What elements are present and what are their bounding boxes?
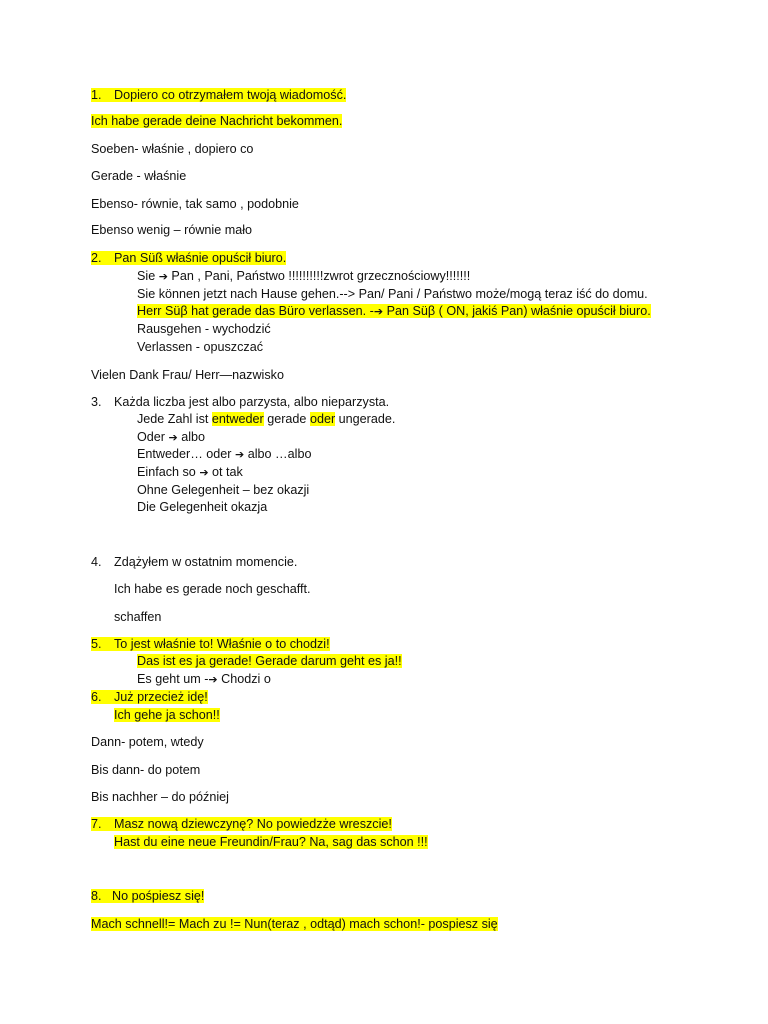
item-5-polish — [91, 636, 330, 652]
item-2-sie-line — [137, 268, 470, 285]
highlighted-text: Hast du eine neue Freundin/Frau? Na, sag das schon !!! — [114, 835, 428, 849]
list-number: 7. — [91, 817, 102, 831]
arrow-icon: ➔ — [235, 448, 245, 461]
vielen-dank-line: Vielen Dank Frau/ Herr—nazwisko — [91, 368, 284, 382]
text-segment: Es geht um - — [137, 672, 209, 686]
item-1-german — [91, 113, 342, 129]
item-2-herr-line — [137, 303, 651, 320]
vocab-line: Gerade - właśnie — [91, 169, 187, 183]
highlighted-text: Ich habe gerade deine Nachricht bekommen. — [91, 114, 343, 128]
item-7-polish — [91, 816, 392, 832]
item-4-vocab: schaffen — [114, 610, 162, 624]
item-3-vocab: Die Gelegenheit okazja — [137, 500, 268, 514]
vocab-line: Bis dann- do potem — [91, 763, 201, 777]
list-number: 8. — [91, 889, 102, 903]
item-2-vocab: Rausgehen - wychodzić — [137, 322, 271, 336]
item-3-entweder-line — [137, 446, 311, 463]
item-3-einfach-line — [137, 464, 243, 481]
sentence-text: To jest właśnie to! Właśnie o to chodzi! — [114, 637, 330, 651]
text-segment: Oder — [137, 430, 169, 444]
item-2-hause-line: Sie können jetzt nach Hause gehen.--> Pan/ Pani / Państwo może/mogą teraz iść do domu. — [137, 287, 648, 301]
list-number: 3. — [91, 395, 102, 409]
item-3-vocab: Ohne Gelegenheit – bez okazji — [137, 483, 310, 497]
highlighted-word: entweder — [211, 412, 264, 426]
highlight — [91, 88, 346, 102]
text-segment: ot tak — [208, 465, 243, 479]
item-6-german — [114, 707, 220, 723]
vocab-line: Ebenso wenig – równie mało — [91, 223, 253, 237]
text-segment: Sie — [137, 269, 159, 283]
text-segment: Jede Zahl ist — [137, 412, 212, 426]
item-3-jede-line — [137, 411, 395, 427]
sentence-text: Każda liczba jest albo parzysta, albo nieparzysta. — [114, 395, 390, 409]
arrow-icon: ➔ — [208, 673, 218, 686]
arrow-icon: ➔ — [158, 270, 168, 283]
text-segment: Herr Süβ hat gerade das Büro verlassen. - — [137, 304, 374, 318]
item-8-polish — [91, 888, 204, 904]
highlight — [91, 817, 392, 831]
sentence-text: Już przecież idę! — [114, 690, 208, 704]
item-1-polish — [91, 87, 346, 103]
highlight — [137, 304, 651, 318]
arrow-icon: ➔ — [168, 431, 178, 444]
text-segment: albo …albo — [244, 447, 312, 461]
item-7-german — [114, 834, 428, 850]
text-segment: ungerade. — [335, 412, 396, 426]
sentence-text: Masz nową dziewczynę? No powiedzże wreszcie! — [114, 817, 392, 831]
highlight — [91, 637, 330, 651]
arrow-icon: ➔ — [199, 466, 209, 479]
sentence-text: No pośpiesz się! — [112, 889, 205, 903]
highlight — [91, 251, 286, 265]
vocab-line: Bis nachher – do później — [91, 790, 229, 804]
sentence-text: Pan Süß właśnie opuścił biuro. — [114, 251, 287, 265]
text-segment: gerade — [263, 412, 310, 426]
vocab-line: Dann- potem, wtedy — [91, 735, 204, 749]
text-segment: albo — [177, 430, 206, 444]
sentence-text: Dopiero co otrzymałem twoją wiadomość. — [114, 88, 347, 102]
text-segment: Entweder… oder — [137, 447, 236, 461]
item-4-polish — [91, 554, 297, 570]
text-segment: Pan , Pani, Państwo !!!!!!!!!!zwrot grzecznościowy!!!!!!! — [167, 269, 471, 283]
list-number: 2. — [91, 251, 102, 265]
item-3-polish — [91, 394, 389, 410]
highlight — [91, 889, 204, 903]
highlighted-text: Ich gehe ja schon!! — [114, 708, 220, 722]
item-3-oder-line — [137, 429, 205, 446]
item-2-vocab: Verlassen - opuszczać — [137, 340, 263, 354]
item-8-german — [91, 916, 498, 932]
list-number: 5. — [91, 637, 102, 651]
sentence-text: Zdążyłem w ostatnim momencie. — [114, 555, 298, 569]
vocab-line: Ebenso- równie, tak samo , podobnie — [91, 197, 299, 211]
highlighted-word: oder — [309, 412, 336, 426]
arrow-icon: ➔ — [373, 305, 384, 318]
list-number: 4. — [91, 555, 102, 569]
text-segment: Pan Süβ ( ON, jakiś Pan) właśnie opuścił biuro. — [383, 304, 651, 318]
text-segment: Chodzi o — [217, 672, 271, 686]
item-2-polish — [91, 250, 286, 266]
list-number: 6. — [91, 690, 102, 704]
highlighted-text: Mach schnell!= Mach zu != Nun(teraz , odtąd) mach schon!- pospiesz się — [91, 917, 498, 931]
item-6-polish — [91, 689, 208, 705]
list-number: 1. — [91, 88, 102, 102]
item-5-es-geht-line — [137, 671, 271, 688]
item-4-german: Ich habe es gerade noch geschafft. — [114, 582, 311, 596]
highlight — [91, 690, 208, 704]
vocab-line: Soeben- właśnie , dopiero co — [91, 142, 254, 156]
highlighted-text: Das ist es ja gerade! Gerade darum geht es ja!! — [137, 654, 402, 668]
item-5-german — [137, 653, 402, 669]
text-segment: Einfach so — [137, 465, 200, 479]
